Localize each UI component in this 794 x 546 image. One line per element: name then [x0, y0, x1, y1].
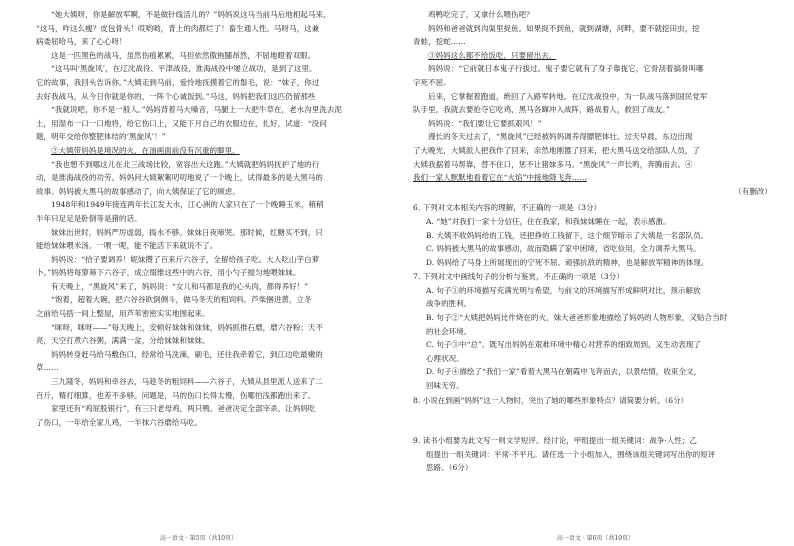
page-footer: 高一语文 · 第5页（共10页）	[159, 535, 238, 542]
paragraph: 之前给马搭一间上整屋，用芦苇密密实实地围起来。	[36, 309, 210, 319]
paragraph: 草……	[36, 363, 59, 373]
paragraph: 妹妹出世时，妈妈严厉虚弱，捣水不够。妹妹日夜啼哭。那时候，红糖买不到，只	[51, 227, 323, 237]
paragraph: “我也想不到哪这儿在北三战场比较，宽容出大这跑。”大姨就把妈妈抚护了地的行	[51, 159, 320, 169]
paragraph: 1948年和1949年接连两年长江发大水，江心洲的人家只在了一个晚睡玉米，稍稍	[51, 200, 324, 210]
paragraph: “我就说吧，你不是一般人。”妈妈背着马大嗓音，马腿上一大把牛草在，老水沟里洗去泥	[51, 105, 342, 115]
question-stem: 6. 下列对文本相关内容的理解，不正确的一项是（3分）	[413, 203, 602, 213]
paragraph: 字死不屈。	[413, 77, 451, 87]
question-6	[413, 201, 772, 269]
left-text-column	[36, 8, 377, 429]
paragraph: 妈妈说：“我们要让它要抓艰风！”	[428, 118, 542, 128]
paragraph: “她大姨呀，你是解放军啊，不是做针线活儿的？”妈妈说这马当前马后地相起马来，	[51, 10, 331, 19]
answer-option[interactable]: C. 句子③中“总”，既写出妈妈在艰难环境中精心对营养的细致周到，又生动表现了	[426, 340, 701, 350]
right-page	[397, 0, 794, 546]
paragraph: 病委屈哈马，来了心心呀！	[36, 37, 127, 47]
paragraph: “饱着，超着大碗，把六谷谷欧倒侧斗，做马冬天的粗饲料。芦柴捆进黄，立冬	[51, 295, 312, 305]
answer-option[interactable]: A. 句子①的环境描写充满光明与希望，与前文的环境描写形成鲜明对比，预示解放	[426, 285, 701, 295]
paragraph: “这马叫‘黑旋风’，在辽沈战役、平津战役、淮海战役中屡立战功，是到了这里。	[51, 64, 317, 74]
answer-option[interactable]: B. 句子②“大姨把妈妈比作烧在的火，妹大爸爸形象地描绘了妈妈的人物形象，又贴合当时	[426, 313, 728, 323]
paragraph: 家里还有“鸡屁股银行”，有三只老母鸡，两只鸭。爸爸决定全部宰杀，让妈妈吃	[51, 404, 316, 414]
answer-option-cont: 心理状况。	[426, 353, 464, 363]
paragraph: 有天晚上，“黑旋风”来了，妈妈说：“女儿和马都是我的心头肉，都得养好！”	[51, 281, 309, 291]
paragraph: 队手里，我就去要抢夺它吃鸡，黑马各蹿冲入战阵，路战着人，救回了战友。”	[413, 105, 670, 115]
paragraph: 鸡鸭吃完了，又拿什么喂伤吧？	[428, 10, 534, 19]
paragraph: 故事。妈妈被大黑马的故事感动了，向大姨保证了它的顾虑。	[36, 186, 240, 196]
question-stem: 9. 读书小组要为此文写一则文学短评。经讨论，甲组提出一组关键词：战争·人性；乙	[413, 436, 697, 446]
underlined-sentence-4: 我们一家人默默地看着它在“火焰”中接地降飞奔……	[413, 173, 587, 183]
paragraph: 题，明年交给你整肥体结的‘黑旋风’！”	[36, 132, 166, 142]
answer-option[interactable]: D. 妈妈给了马身上所展现出的宁死不屈、顽强抗敌的精神，也是解放军精神的体现。	[426, 257, 709, 267]
paragraph: “咪呀，咪呀——”每天晚上，安顿好妹妹和妹妹，妈妈抓推石磨，磨六谷粉；天不	[51, 322, 324, 332]
paragraph: 百斤，精打细算，也差不多够。问题是，马的伤口长得太慢，伤哪怕浅都跑出来了。	[36, 390, 316, 400]
paragraph: 了伤口，一年给全家儿鸡，一半抹六谷磨给马吃。	[36, 417, 203, 427]
question-8	[413, 394, 772, 408]
question-stem: 7. 下列对文中画线句子的分析与鉴赏，不正确的一项是（3分）	[413, 272, 624, 282]
right-text-column	[413, 8, 772, 475]
question-stem-cont: 思路。（6分）	[426, 463, 473, 473]
underlined-sentence-3: ③妈妈这么都不给饭吃，只要留出去。	[428, 50, 557, 60]
paragraph: 妈妈说：“它前就日本鬼子行拔过。鬼子要它就有了身子靠拢它，它骨刮着搞骨叫嘟	[428, 64, 704, 74]
paragraph: 这是一匹黑色的战马，虽然伤痕累累，马但依然傲拖脯昂然，不屈地瞪着双眼。	[51, 50, 316, 60]
paragraph: 它的故事，我回头告诉你。”大姨走到马前，爱怜地抚摸着它的鬃毛，说：“妹子，你过	[36, 77, 320, 87]
page-footer: 高一语文 · 第6页（共10页）	[556, 535, 635, 542]
answer-option-cont: 战争的胜利。	[426, 299, 472, 309]
source-note: （有删改）	[734, 186, 772, 196]
paragraph: 大姨我据着马帮靠，替不住口，惩不让猪妹多马。“黑旋风”一声长鸣，奔腾而去。④	[413, 159, 693, 169]
answer-option[interactable]: B. 大姨不收妈妈给的工钱，还把挣的工钱留下，这个细节暗示了大姨是一名部队员。	[426, 230, 709, 240]
paragraph: 漫长的冬天过去了，“黑旋风”已经被妈妈调养得膘肥体壮。过天早晨，东边出现	[428, 132, 693, 142]
paragraph: 动，是淮海战役的功劳。妈妈问大姨絮絮叨叨地说了一个晚上，试得最多的是大黑马的	[36, 173, 323, 183]
paragraph: 亮，天空打煮六谷粥，满满一盆，分给妹妹和妹妹。	[36, 336, 210, 346]
paragraph: 卜。”妈妈将每箩筛下六谷子，成立缀维这些中的六谷，用小勺子搅匀地喂妹妹。	[36, 268, 301, 278]
paragraph: 了大晚光，大姨派人把我作了回来，亲然地刚嚣了回来，把大黑马送交给部队人员，了	[413, 145, 700, 155]
underlined-sentence-2: ②大姨带妈妈是境况的火，在油画面前没有沉重的脚里。	[51, 145, 240, 155]
paragraph: 青蛙，挖蛇……	[413, 37, 466, 47]
question-7	[413, 270, 772, 392]
answer-option[interactable]: D. 句子④描绘了“我们一家”看着大黑马在朝霞中飞奔而去，以景结情，收束全文，	[426, 367, 702, 377]
question-9	[413, 434, 772, 475]
paragraph: 后来，它掌握着跑道，绝回了入路军转地。在辽沈战役中，为一队战马落到国民党军	[428, 91, 708, 101]
paragraph: 能给妹妹喂米汤。一喂一呢，能不能活下来就说不了。	[36, 241, 218, 251]
paragraph: 三九隆冬，妈妈和牵谷去，马趁冬的粗饲料——六谷子，大姨从县里派人送来了二	[51, 377, 323, 387]
paragraph: 半年只足足是卧倒等是猪的话。	[36, 213, 142, 223]
answer-option[interactable]: A. “她”对我们一家十分信任，住在我家，和我妹妹睡在一起，表示感激。	[426, 216, 671, 226]
answer-option-cont: 回味无穷。	[426, 381, 464, 391]
question-stem: 8. 小说在到画“妈妈”这一人物时，突出了她的哪些形象特点？请简要分析。（6分）	[413, 395, 689, 405]
question-stem-cont: 组提出一组关键词：平常·不平凡。请任选一个小组加入，围绕该组关键词写出你的短评	[426, 449, 716, 459]
answer-option-cont: 的社会环境。	[426, 326, 472, 336]
paragraph: 妈妈和爸爸就到沟渠里捉鱼。如果捉不到鱼，就到湖塘，河畔，要不就挖田虫，挖	[428, 23, 700, 33]
paragraph: 去好我战马，从今日你就是你的，一阵个心诚饭到。”马这，妈妈把我们这匹仍留那些	[36, 91, 316, 101]
paragraph: 妈妈说：“拾子要调养！妮妹攒了百来斤六谷子，全留给孩子吃。大人吃山芋白萝	[51, 254, 320, 264]
paragraph: 妈妈转身赶马给马敷伤口，经常给马洗澡，刷毛，还往我牵着它，到江边吃最嫩的	[51, 349, 323, 359]
answer-option[interactable]: C. 妈妈被大黑马的故事感动，故而隐瞒了家中困境，省吃俭用，全力调养大黑马。	[426, 244, 701, 254]
paragraph: “这马，咋这么瘦？皮包骨头！哎哟哟，背上的肉都烂了！畜生通人性。马呀马，这兼	[36, 23, 320, 33]
paragraph: 土，用湿布一口一口地将，给它伤口上，又能下月自己的衣服边在，扎好，试道：“没问	[36, 118, 327, 128]
